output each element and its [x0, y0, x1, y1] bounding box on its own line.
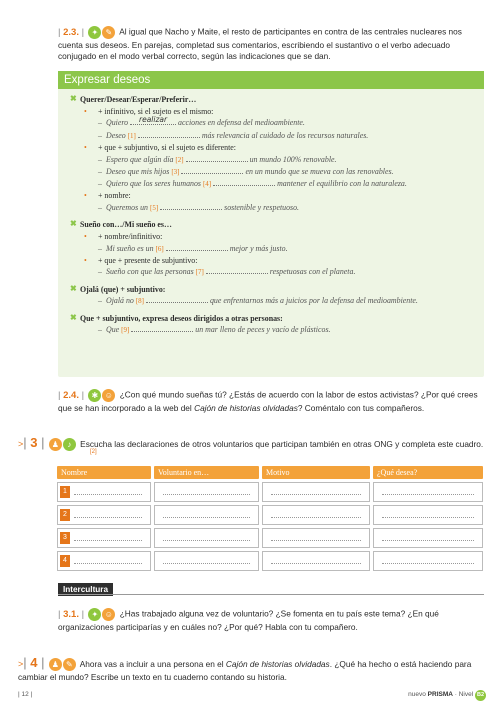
speech-icon: ☺	[102, 608, 115, 621]
example-sentence: – Quiero realizar acciones en defensa del medioambiente.	[98, 115, 305, 128]
grammar-section-heading: ✖ Querer/Desear/Esperar/Preferir…	[70, 94, 197, 104]
exercise-number: | 2.3. |	[58, 26, 85, 38]
exercise-number: | 3.1. |	[58, 608, 85, 620]
table-row	[57, 482, 483, 502]
writing-icon: ✎	[63, 658, 76, 671]
table-cell[interactable]	[154, 528, 259, 548]
grammar-box-content	[58, 89, 484, 337]
example-sentence: – Espero que algún día [2] un mundo 100% renovable.	[98, 154, 337, 164]
pair-work-icon: ✦	[88, 608, 101, 621]
arrow-icon: >	[18, 659, 24, 669]
grammar-rule: • + nombre/infinitivo:	[84, 231, 163, 241]
track-number: [2]	[90, 449, 97, 455]
exercise-instructions: ¿Con qué mundo sueñas tú? ¿Estás de acuerdo con la labor de estos activistas? ¿Por qué crees que se han incorporado a la web del Cajón de historias olvidadas? Coméntalo con tus compañeros.	[58, 389, 478, 413]
column-header: Motivo	[262, 466, 370, 479]
row-number: 3	[60, 532, 70, 544]
grammar-box	[58, 71, 484, 377]
group-talk-icon: ✱	[88, 389, 101, 402]
bullet-x-icon: ✖	[70, 219, 77, 229]
bullet-x-icon: ✖	[70, 283, 77, 293]
exercise-3-1	[58, 608, 483, 633]
book-brand: nuevo PRISMA · Nivel B2	[408, 690, 486, 701]
exercise-instructions: Escucha las declaraciones de otros voluntarios que participan también en otras ONG y completa este cuadro.	[80, 439, 484, 449]
exercise-4	[18, 654, 488, 683]
fill-in-blank[interactable]	[131, 324, 193, 332]
table-cell[interactable]	[57, 505, 151, 525]
column-header: Voluntario en…	[154, 466, 259, 479]
table-cell[interactable]	[262, 482, 370, 502]
pair-icon: ♟	[49, 438, 62, 451]
table-row	[57, 551, 483, 571]
table-cell[interactable]	[57, 551, 151, 571]
table-cell[interactable]	[373, 528, 483, 548]
level-badge: B2	[475, 690, 486, 701]
example-sentence: – Sueño con que las personas [7] respetuosas con el planeta.	[98, 267, 356, 277]
grammar-section	[70, 94, 470, 214]
bullet-icon: •	[84, 142, 87, 152]
column-header: Nombre	[57, 466, 151, 479]
table-cell[interactable]	[154, 505, 259, 525]
arrow-icon: >	[18, 439, 24, 449]
exercise-instructions: Al igual que Nacho y Maite, el resto de participantes en contra de las centrales nucleares nos cuenta sus deseos. En parejas, completad sus comentarios, escribiendo el sustantivo o el verbo adecuado conjugado en el modo verbal correcto, según las indicaciones que se dan.	[58, 26, 462, 61]
table-row	[57, 528, 483, 548]
speech-icon: ☺	[102, 389, 115, 402]
gap-number: [1]	[127, 131, 136, 140]
table-cell[interactable]	[373, 551, 483, 571]
fill-in-blank[interactable]	[146, 295, 208, 303]
gap-number: [5]	[150, 203, 159, 212]
example-sentence: – Que [9] un mar lleno de peces y vacío de plásticos.	[98, 325, 331, 335]
grammar-rule: • + infinitivo, si el sujeto es el mismo:	[84, 106, 214, 116]
grammar-section	[70, 283, 470, 308]
fill-in-blank[interactable]	[181, 166, 243, 174]
table-cell[interactable]	[262, 528, 370, 548]
table-cell[interactable]	[57, 528, 151, 548]
gap-number: [3]	[171, 167, 180, 176]
bullet-icon: •	[84, 231, 87, 241]
row-number: 2	[60, 509, 70, 521]
gap-number: [8]	[135, 297, 144, 306]
example-sentence: – Mi sueño es un [6] mejor y más justo.	[98, 243, 288, 253]
intercultura-section	[58, 583, 113, 596]
grammar-box-title: Expresar deseos	[58, 71, 484, 89]
gap-number: [9]	[121, 326, 130, 335]
audio-icon: ♪	[63, 438, 76, 451]
exercise-2-3	[58, 26, 483, 62]
example-sentence: – Deseo que mis hijos [3] en un mundo que se mueva con las renovables.	[98, 166, 394, 176]
table-cell[interactable]	[262, 505, 370, 525]
exercise-number: | 4 |	[23, 655, 45, 670]
fill-in-blank[interactable]	[186, 154, 248, 162]
grammar-section-heading: ✖ Ojalá (que) + subjuntivo:	[70, 283, 166, 294]
table-cell[interactable]	[154, 482, 259, 502]
row-number: 1	[60, 486, 70, 498]
section-tag: Intercultura	[58, 583, 113, 596]
fill-in-blank[interactable]	[213, 178, 275, 186]
table-header	[57, 466, 483, 479]
table-row	[57, 505, 483, 525]
bullet-x-icon: ✖	[70, 94, 77, 103]
table-cell[interactable]	[373, 482, 483, 502]
grammar-rule: • + que + presente de subjuntivo:	[84, 255, 198, 265]
column-header: ¿Qué desea?	[373, 466, 483, 479]
bullet-icon: •	[84, 255, 87, 265]
table-cell[interactable]	[57, 482, 151, 502]
fill-in-blank[interactable]	[160, 202, 222, 210]
fill-in-blank[interactable]	[138, 130, 200, 138]
grammar-section	[70, 312, 470, 337]
page-number: | 12 |	[18, 691, 33, 698]
example-sentence: – Queremos un [5] sostenible y respetuoso.	[98, 202, 300, 212]
page-footer	[0, 689, 500, 709]
bullet-icon: •	[84, 106, 87, 116]
writing-icon: ✎	[102, 26, 115, 39]
gap-number: [7]	[195, 268, 204, 277]
bullet-x-icon: ✖	[70, 312, 77, 322]
fill-in-blank[interactable]: realizar	[130, 117, 176, 125]
example-sentence: – Deseo [1] más relevancia al cuidado de los recursos naturales.	[98, 130, 369, 140]
exercise-number: | 3 |	[23, 435, 45, 450]
individual-icon: ♟	[49, 658, 62, 671]
grammar-section-heading: ✖ Sueño con…/Mi sueño es…	[70, 219, 172, 230]
gap-number: [2]	[175, 155, 184, 164]
listening-table	[57, 466, 483, 571]
table-cell[interactable]	[373, 505, 483, 525]
exercise-instructions: ¿Has trabajado alguna vez de voluntario? ¿Se fomenta en tu país este tema? ¿En qué organizaciones participarías y en cuáles no? ¿Por qué? Habla con tu compañero.	[58, 608, 439, 632]
grammar-rule: • + que + subjuntivo, si el sujeto es diferente:	[84, 142, 236, 152]
exercise-instructions: Ahora vas a incluir a una persona en el Cajón de historias olvidadas. ¿Qué ha hecho o está haciendo para cambiar el mundo? Escribe un texto en tu cuaderno contando su historia.	[18, 659, 472, 682]
fill-in-blank[interactable]	[206, 266, 268, 274]
table-cell[interactable]	[154, 551, 259, 571]
gap-number: [6]	[155, 244, 164, 253]
grammar-rule: • + nombre:	[84, 191, 131, 201]
grammar-section	[70, 219, 470, 279]
table-cell[interactable]	[262, 551, 370, 571]
gap-number: [4]	[202, 180, 212, 189]
example-sentence: – Quiero que los seres humanos [4] mantener el equilibrio con la naturaleza.	[98, 179, 407, 189]
pair-work-icon: ✦	[88, 26, 101, 39]
fill-in-blank[interactable]	[166, 243, 228, 251]
exercise-number: | 2.4. |	[58, 389, 85, 401]
bullet-icon: •	[84, 191, 87, 201]
example-sentence: – Ojalá no [8] que enfrentarnos más a juicios por la defensa del medioambiente.	[98, 296, 418, 306]
row-number: 4	[60, 555, 70, 567]
grammar-section-heading: ✖ Que + subjuntivo, expresa deseos dirigidos a otras personas:	[70, 312, 283, 323]
exercise-3	[18, 434, 488, 455]
exercise-2-4	[58, 389, 483, 414]
